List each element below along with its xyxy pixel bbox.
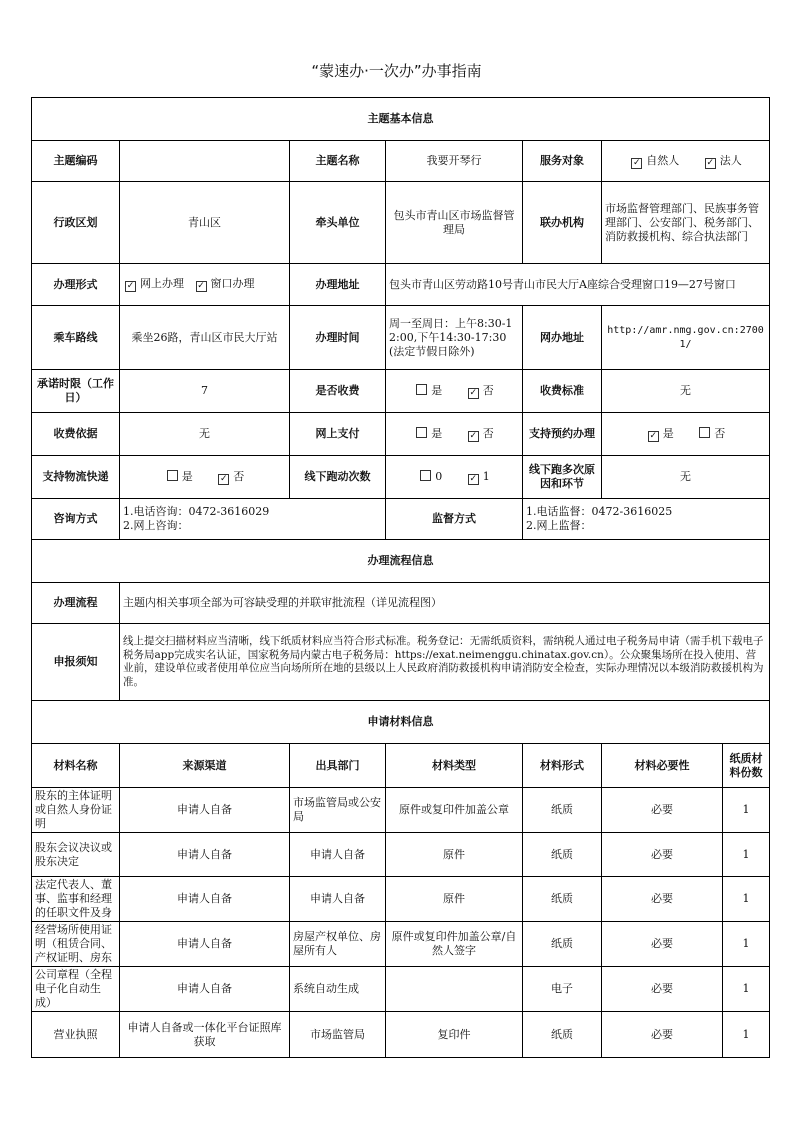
bus-label: 乘车路线	[32, 306, 120, 370]
form-opt2: 窗口办理	[210, 277, 255, 290]
checkbox-visits-0[interactable]	[420, 470, 431, 481]
material-type: 原件或复印件加盖公章	[386, 788, 523, 833]
material-copies: 1	[723, 922, 770, 967]
col-header-form: 材料形式	[523, 744, 602, 788]
material-type: 原件	[386, 833, 523, 877]
joint-label: 联办机构	[523, 182, 602, 264]
supervise-value	[523, 499, 770, 540]
material-issuer: 房屋产权单位、房屋所有人	[290, 922, 386, 967]
materials-header-row	[32, 744, 770, 788]
material-source: 申请人自备	[120, 877, 290, 922]
material-form: 纸质	[523, 833, 602, 877]
checkbox-visits-1[interactable]: ✓	[469, 473, 478, 484]
material-source: 申请人自备或一体化平台证照库获取	[120, 1012, 290, 1058]
consult-phone: 1.电话咨询：0472-3616029	[123, 505, 270, 518]
material-issuer: 市场监管局	[290, 1012, 386, 1058]
material-necessity: 必要	[602, 833, 723, 877]
material-name: 公司章程（全程电子化自动生成）	[32, 967, 120, 1012]
material-form: 纸质	[523, 788, 602, 833]
online-pay-options	[386, 413, 523, 456]
consult-label: 咨询方式	[32, 499, 120, 540]
target-label: 服务对象	[523, 141, 602, 182]
appoint-yes-text: 是	[662, 426, 674, 440]
checkbox-logistics-yes[interactable]	[167, 470, 178, 481]
district-value: 青山区	[120, 182, 290, 264]
visits-1-text: 1	[482, 469, 490, 483]
material-form: 纸质	[523, 877, 602, 922]
material-copies: 1	[723, 877, 770, 922]
checkbox-fee-no[interactable]: ✓	[469, 387, 478, 398]
form-opt1: 网上办理	[140, 277, 184, 290]
form-label: 办理形式	[32, 264, 120, 306]
material-name: 股东会议决议或股东决定	[32, 833, 120, 877]
notice-value: 线上提交扫描材料应当清晰，线下纸质材料应当符合形式标准。税务登记：无需纸质资料，需纳税人通过电子税务局申请（需手机下载电子税务局app完成实名认证，国家税务局内蒙古电子税务局：https://exat.neimenggu.chinatax.gov.cn）。公众聚集场所在投入使用、营业前，建设单位或者使用单位应当向场所所在地的县级以上人民政府消防救援机构申请消防安全检查，实际办理情况以本级消防救援机构为准。	[120, 624, 770, 701]
material-source: 申请人自备	[120, 788, 290, 833]
limit-label: 承诺时限（工作日）	[32, 370, 120, 413]
fee-no-text: 否	[482, 383, 494, 397]
material-name: 经营场所使用证明（租赁合同、产权证明、房东	[32, 922, 120, 967]
material-source: 申请人自备	[120, 833, 290, 877]
form-options	[120, 264, 290, 306]
material-name: 法定代表人、董事、监事和经理的任职文件及身	[32, 877, 120, 922]
reason-label: 线下跑多次原因和环节	[523, 456, 602, 499]
material-necessity: 必要	[602, 877, 723, 922]
pay-no-text: 否	[482, 426, 494, 440]
col-header-necessity: 材料必要性	[602, 744, 723, 788]
section-process-header: 办理流程信息	[32, 540, 770, 583]
limit-value: 7	[120, 370, 290, 413]
col-header-copies: 纸质材料份数	[723, 744, 770, 788]
visits-options	[386, 456, 523, 499]
material-necessity: 必要	[602, 1012, 723, 1058]
material-form: 纸质	[523, 1012, 602, 1058]
lead-label: 牵头单位	[290, 182, 386, 264]
notice-label: 申报须知	[32, 624, 120, 701]
material-issuer: 申请人自备	[290, 877, 386, 922]
fee-basis-label: 收费依据	[32, 413, 120, 456]
material-copies: 1	[723, 833, 770, 877]
visits-label: 线下跑动次数	[290, 456, 386, 499]
appoint-options	[602, 413, 770, 456]
material-necessity: 必要	[602, 967, 723, 1012]
material-necessity: 必要	[602, 922, 723, 967]
logistics-label: 支持物流快递	[32, 456, 120, 499]
name-value: 我要开琴行	[386, 141, 523, 182]
checkbox-natural-person[interactable]: ✓	[632, 157, 641, 168]
table-row	[32, 877, 770, 922]
section-materials-header: 申请材料信息	[32, 701, 770, 744]
lead-value: 包头市青山区市场监督管理局	[386, 182, 523, 264]
appoint-label: 支持预约办理	[523, 413, 602, 456]
checkbox-pay-no[interactable]: ✓	[469, 430, 478, 441]
fee-std-label: 收费标准	[523, 370, 602, 413]
fee-options	[386, 370, 523, 413]
district-label: 行政区划	[32, 182, 120, 264]
checkbox-logistics-no[interactable]: ✓	[219, 473, 228, 484]
table-row	[32, 1012, 770, 1058]
time-value: 周一至周日：上午8:30-12:00,下午14:30-17:30(法定节假日除外)	[386, 306, 523, 370]
pay-yes-text: 是	[431, 426, 443, 440]
material-type: 复印件	[386, 1012, 523, 1058]
fee-basis-value: 无	[120, 413, 290, 456]
page-title: “蒙速办·一次办”办事指南	[311, 62, 482, 80]
checkbox-appoint-no[interactable]	[699, 427, 710, 438]
material-type	[386, 967, 523, 1012]
supervise-online: 2.网上监督：	[526, 519, 592, 532]
checkbox-online[interactable]: ✓	[126, 281, 135, 291]
fee-label: 是否收费	[290, 370, 386, 413]
logistics-options	[120, 456, 290, 499]
table-row	[32, 788, 770, 833]
material-copies: 1	[723, 967, 770, 1012]
consult-online: 2.网上咨询：	[123, 519, 189, 532]
checkbox-fee-yes[interactable]	[416, 384, 427, 395]
material-issuer: 申请人自备	[290, 833, 386, 877]
material-necessity: 必要	[602, 788, 723, 833]
appoint-no-text: 否	[714, 426, 726, 440]
fee-yes-text: 是	[431, 383, 443, 397]
table-row	[32, 922, 770, 967]
checkbox-legal-person[interactable]: ✓	[706, 157, 715, 168]
checkbox-window[interactable]: ✓	[197, 281, 205, 291]
material-form: 电子	[523, 967, 602, 1012]
code-value	[120, 141, 290, 182]
supervise-phone: 1.电话监督：0472-3616025	[526, 505, 673, 518]
material-issuer: 市场监管局或公安局	[290, 788, 386, 833]
material-type: 原件	[386, 877, 523, 922]
time-label: 办理时间	[290, 306, 386, 370]
fee-std-value: 无	[602, 370, 770, 413]
guide-table	[31, 97, 770, 1058]
table-row	[32, 833, 770, 877]
material-name: 营业执照	[32, 1012, 120, 1058]
material-source: 申请人自备	[120, 922, 290, 967]
material-source: 申请人自备	[120, 967, 290, 1012]
table-row	[32, 967, 770, 1012]
material-form: 纸质	[523, 922, 602, 967]
section-basic-header: 主题基本信息	[32, 98, 770, 141]
reason-value: 无	[602, 456, 770, 499]
material-type: 原件或复印件加盖公章/自然人签字	[386, 922, 523, 967]
bus-value: 乘坐26路，青山区市民大厅站	[120, 306, 290, 370]
col-header-source: 来源渠道	[120, 744, 290, 788]
target-opt2: 法人	[719, 153, 742, 167]
online-pay-label: 网上支付	[290, 413, 386, 456]
target-options	[602, 141, 770, 182]
visits-0-text: 0	[435, 469, 443, 483]
flow-label: 办理流程	[32, 583, 120, 624]
col-header-type: 材料类型	[386, 744, 523, 788]
joint-value: 市场监督管理部门、民族事务管理部门、公安部门、税务部门、消防救援机构、综合执法部门	[602, 182, 770, 264]
col-header-name: 材料名称	[32, 744, 120, 788]
logistics-yes-text: 是	[181, 469, 193, 483]
target-opt1: 自然人	[646, 153, 680, 167]
checkbox-pay-yes[interactable]	[416, 427, 427, 438]
col-header-issuer: 出具部门	[290, 744, 386, 788]
checkbox-appoint-yes[interactable]: ✓	[649, 430, 658, 441]
web-label: 网办地址	[523, 306, 602, 370]
material-name: 股东的主体证明或自然人身份证明	[32, 788, 120, 833]
supervise-label: 监督方式	[386, 499, 523, 540]
address-value: 包头市青山区劳动路10号青山市民大厅A座综合受理窗口19—27号窗口	[386, 264, 770, 306]
web-value[interactable]: http://amr.nmg.gov.cn:27001/	[602, 306, 770, 370]
consult-value	[120, 499, 386, 540]
flow-value: 主题内相关事项全部为可容缺受理的并联审批流程（详见流程图）	[120, 583, 770, 624]
code-label: 主题编码	[32, 141, 120, 182]
logistics-no-text: 否	[233, 469, 245, 483]
material-issuer: 系统自动生成	[290, 967, 386, 1012]
material-copies: 1	[723, 1012, 770, 1058]
address-label: 办理地址	[290, 264, 386, 306]
material-copies: 1	[723, 788, 770, 833]
name-label: 主题名称	[290, 141, 386, 182]
